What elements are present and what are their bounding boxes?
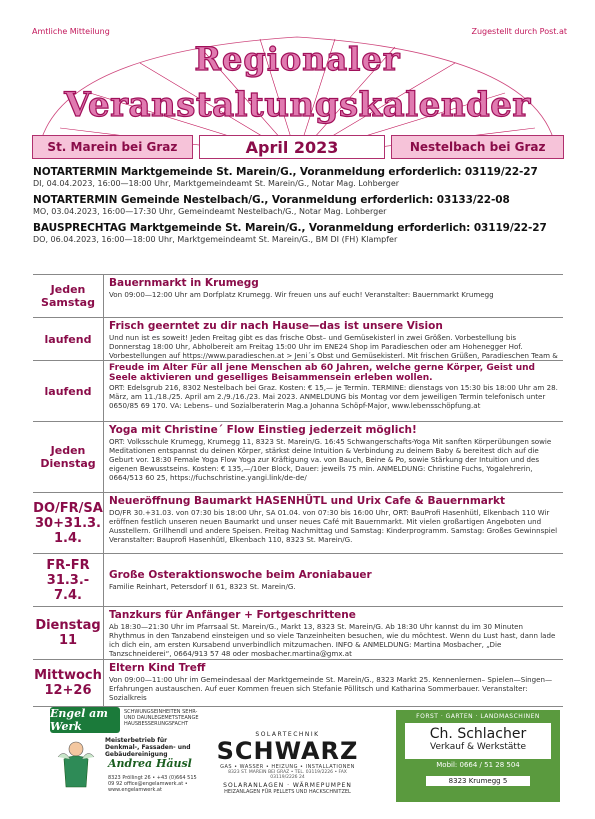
event-date: DO/FR/SA 30+31.3. 1.4. — [33, 493, 104, 553]
right-place-label: Nestelbach bei Graz — [391, 135, 564, 159]
event-date: Dienstag 11 — [33, 607, 104, 659]
event-title: Bauernmarkt in Krumegg — [109, 277, 259, 289]
schwarz-top: SOLARTECHNIK — [255, 731, 320, 738]
notice-item — [33, 194, 563, 216]
engel-name: Andrea Häusl — [108, 757, 192, 770]
notice-title: NOTARTERMIN Gemeinde Nestelbach/G., Voranmeldung erforderlich: 03133/22-08 — [33, 194, 510, 206]
schwarz-line1: SOLARANLAGEN · WÄRMEPUMPEN — [223, 782, 352, 789]
month-label: April 2023 — [199, 135, 386, 159]
event-title: Tanzkurs für Anfänger + Fortgeschrittene — [109, 609, 356, 621]
notice-details: DI, 04.04.2023, 16:00—18:00 Uhr, Marktgemeindeamt St. Marein/G., Notar Mag. Lohberger — [33, 179, 400, 188]
event-row — [33, 607, 563, 660]
engel-logo: Engel am Werk — [50, 707, 120, 733]
event-title: Eltern Kind Treff — [109, 662, 206, 674]
event-body: Von 09:00—11:00 Uhr im Gemeindesaal der Marktgemeinde St. Marein/G., 8323 Markt 25. Kennenlernen– Spielen—Singen—Erfahrungen austauschen. Auf euer Kommen freuen sich Stefanie Pöllitsch und Katharina Sommerbauer. Veranstalter: Sozialkreis — [109, 675, 553, 703]
engel-address: 8323 Pröllingt 26 • +43 (0)664 515 09 92 office@engelamwerk.at • www.engelamwerk.at — [108, 775, 197, 793]
event-title: Freude im Alter Für all jene Menschen ab 60 Jahren, welche gerne Körper, Geist und Seele aktivieren und geselliges Beisammensein erleben wollen. — [109, 363, 535, 383]
event-row — [33, 275, 563, 318]
event-title: Große Osteraktionswoche beim Aroniabauer — [109, 568, 372, 581]
subheader-bar — [32, 135, 564, 159]
schlacher-phone: Mobil: 0664 / 51 28 504 — [436, 761, 520, 769]
event-body: ORT: Volksschule Krumegg, Krumegg 11, 8323 St. Marein/G. 16:45 Schwangerschafts-Yoga Mit sanften Körperübungen sowie Meditationen entspannst du deinen Körper, stärkst deine Intuition & Verbindung zu deinem Baby & bereitest dich auf die Geburt vor. 18:30 Female Yoga Flow Yoga zur Kräftigung va. von Bauch, Beine & Po, sowie Stärkung der Intuition und des eigenen Bewusstseins. Kosten: € 135,—/10er Block, Dauer: jeweils 75 min. ANMELDUNG: Christine Fuchs, Yogalehrerin, 0664/513 60 25, https://fuchschristine.yangi.link/de-de/ — [109, 437, 552, 483]
title-line-2: Veranstaltungskalender — [64, 85, 531, 125]
title-line-1: Regionaler — [194, 40, 401, 78]
notice-details: MO, 03.04.2023, 16:00—17:30 Uhr, Gemeindeamt Nestelbach/G., Notar Mag. Lohberger — [33, 207, 387, 216]
event-body: Und nun ist es soweit! Jeden Freitag gibt es das frische Obst– und Gemüsekisterl in zwei Größen. Vorbestellung bis Donnerstag 18:00 Uhr, Abholbereit am Freitag 15:00 Uhr im ENE24 Shop im Paradieschen oder am Hohenegger Hof. Vorbestellungen auf https://www.paradieschen.at > Jeni´s Obst und Gemüsekisterl. Mit frischen Grüßen, Paradieschen Team & — [109, 333, 558, 360]
event-date: Jeden Samstag — [33, 275, 104, 317]
event-title: Frisch geerntet zu dir nach Hause—das ist unsere Vision — [109, 320, 443, 332]
notice-item — [33, 222, 563, 244]
notice-title: BAUSPRECHTAG Marktgemeinde St. Marein/G., Voranmeldung erforderlich: 03119/22-27 — [33, 222, 547, 234]
event-row — [33, 554, 563, 607]
engel-owner-desc: Meisterbetrieb für Denkmal-, Fassaden- und Gebäudereinigung — [105, 737, 191, 758]
event-row — [33, 318, 563, 361]
event-row — [33, 660, 563, 707]
notice-details: DO, 06.04.2023, 16:00—18:00 Uhr, Marktgemeindeamt St. Marein/G., BM DI (FH) Klampfer — [33, 235, 398, 244]
angel-figure-icon — [56, 739, 96, 789]
event-body: Familie Reinhart, Petersdorf II 61, 8323 St. Marein/G. — [109, 581, 296, 591]
engel-tagline: SCHWUNGSEINHEITEN SEHR- UND DAUNLEGEMETSTEANGE HAUSBESSERUNGSFACHT — [124, 709, 199, 727]
schlacher-address: 8323 Krumegg 5 — [426, 776, 530, 786]
event-body: ORT: Edelsgrub 216, 8302 Nestelbach bei Graz. Kosten: € 15,— je Termin. TERMINE: dienstags von 15:30 bis 18:00 Uhr am 28. März, am 11./18./25. April am 2./9./16./23. Mai 2023. ANMELDUNG bis Montag vor dem jeweiligen Termin telefonisch unter 0650/85 69 170. VA: Lebens– und Sozialberaterin Mag.a Johanna Schöpf-Major, www.lebensschöpfung.at — [109, 383, 558, 411]
event-row — [33, 361, 563, 422]
ad-engel-am-werk — [50, 705, 200, 801]
advertisements — [50, 705, 560, 805]
event-title: Yoga mit Christine´ Flow Einstieg jederzeit möglich! — [109, 424, 417, 436]
schwarz-services: GAS • WASSER • HEIZUNG • INSTALLATIONEN — [220, 764, 355, 770]
event-body: Von 09:00—12:00 Uhr am Dorfplatz Krumegg. Wir freuen uns auf euch! Veranstalter: Bauernmarkt Krumegg — [109, 290, 494, 299]
schlacher-sub: Verkauf & Werkstätte — [429, 742, 527, 752]
event-row — [33, 493, 563, 554]
event-body: Ab 18:30—21:30 Uhr im Pfarrsaal St. Marein/G., Markt 13, 8323 St. Marein/G. Ab 18:30 Uhr kannst du im 30 Minuten Rhythmus in den Tanzabend einsteigen und so viele Tanzeinheiten besuchen, wie du möchtest. Wenn du Lust hast, dann lade ich dich ein, am ersten Kursabend unverbindlich mitzumachen. INFO & ANMELDUNG: Martina Mosbacher, „Die Tanzschneiderei“, 0664/913 57 48 oder mosbacher.martina@gmx.at — [109, 622, 556, 659]
notice-title: NOTARTERMIN Marktgemeinde St. Marein/G., Voranmeldung erforderlich: 03119/22-27 — [33, 166, 538, 178]
schwarz-contact: 8323 ST. MAREIN BEI GRAZ • TEL. 03119/2226 • FAX 03119/2226 24 — [228, 770, 347, 780]
schwarz-name: SCHWARZ — [216, 737, 359, 765]
event-date: Mittwoch 12+26 — [33, 660, 104, 706]
event-body: DO/FR 30.+31.03. von 07:30 bis 18:00 Uhr, SA 01.04. von 07:30 bis 16:00 Uhr, ORT: BauProfi Hasenhütl, Elkenbach 110 Wir eröffnen festlich unseren neuen Baumarkt und unser neues Café mit Bauernmarkt. Mit vielen großartigen Angeboten und Ausstellern. Grillhendl und andere Speisen. Freitag Nachmittag und Samstag: Kinderprogramm. Samstag: Großes Gewinnspiel Veranstalter: Bauprofi Hasenhütl, Elkenbach 110, 8323 St. Marein/G. — [109, 508, 558, 545]
left-place-label: St. Marein bei Graz — [32, 135, 193, 159]
official-notice-label: Amtliche Mitteilung — [32, 27, 110, 36]
ad-schlacher — [396, 710, 560, 802]
ad-schwarz — [215, 705, 360, 803]
event-date: Jeden Dienstag — [33, 422, 104, 492]
event-row — [33, 422, 563, 493]
schlacher-top: FORST · GARTEN · LANDMASCHINEN — [416, 713, 540, 720]
schlacher-name: Ch. Schlacher — [429, 726, 527, 742]
postal-note-label: Zugestellt durch Post.at — [471, 27, 567, 36]
event-date: laufend — [33, 318, 104, 360]
notice-item — [33, 166, 563, 188]
event-title: Neueröffnung Baumarkt HASENHÜTL und Urix Cafe & Bauernmarkt — [109, 495, 506, 507]
notice-list — [33, 166, 563, 250]
schlacher-box — [405, 723, 551, 759]
event-table — [33, 274, 563, 707]
schwarz-line2: HEIZANLAGEN FÜR PELLETS UND HACKSCHNITZEL — [224, 789, 351, 795]
event-date: FR-FR 31.3.- 7.4. — [33, 554, 104, 606]
event-date: laufend — [33, 361, 104, 421]
